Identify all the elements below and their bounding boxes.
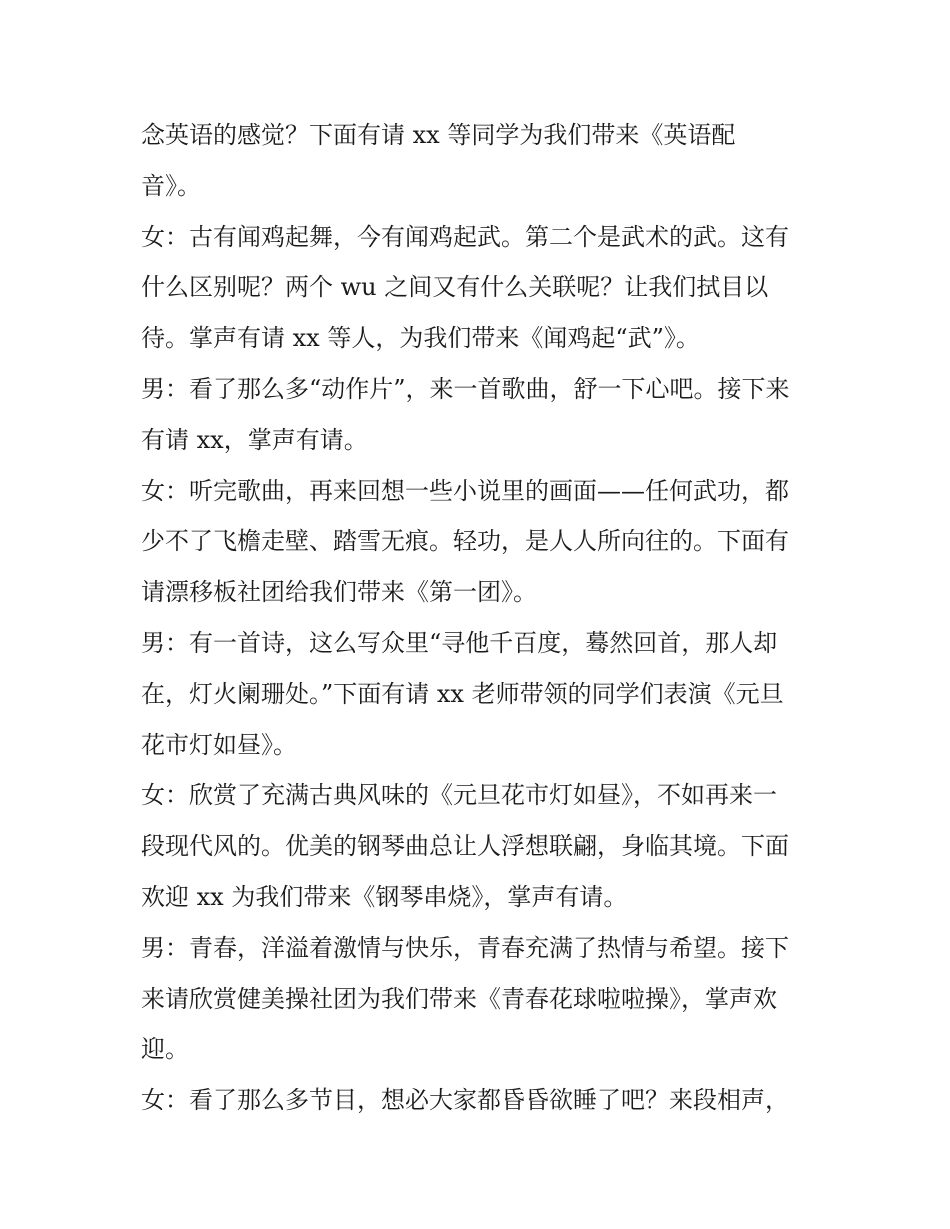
- text-line: 迎。: [141, 1035, 189, 1064]
- text-line: 请漂移板社团给我们带来《第一团》。: [141, 578, 537, 607]
- text-line: 女：欣赏了充满古典风味的《元旦花市灯如昼》，不如再来一: [141, 781, 777, 810]
- text-line: 男：有一首诗，这么写众里“寻他千百度，蓦然回首，那人却: [141, 628, 778, 657]
- text-line: 少不了飞檐走壁、踏雪无痕。轻功，是人人所向往的。下面有: [141, 527, 789, 556]
- text-line: 花市灯如昼》。: [141, 730, 297, 759]
- text-line: 段现代风的。优美的钢琴曲总让人浮想联翩，身临其境。下面: [141, 832, 789, 861]
- text-line: 女：古有闻鸡起舞，今有闻鸡起武。第二个是武术的武。这有: [141, 222, 789, 251]
- text-line: 来请欣赏健美操社团为我们带来《青春花球啦啦操》，掌声欢: [141, 984, 777, 1013]
- document-text: [141, 110, 821, 1126]
- text-line: 在，灯火阑珊处。”下面有请 xx 老师带领的同学们表演《元旦: [141, 679, 784, 708]
- text-line: 女：听完歌曲，再来回想一些小说里的画面——任何武功，都: [141, 476, 789, 505]
- text-line: 男：青春，洋溢着激情与快乐，青春充满了热情与希望。接下: [141, 933, 789, 962]
- text-line: 待。掌声有请 xx 等人，为我们带来《闻鸡起“武”》。: [141, 324, 700, 353]
- text-line: 念英语的感觉？下面有请 xx 等同学为我们带来《英语配: [141, 121, 736, 149]
- text-line: 欢迎 xx 为我们带来《钢琴串烧》，掌声有请。: [141, 882, 628, 911]
- text-line: 女：看了那么多节目，想必大家都昏昏欲睡了吧？来段相声，: [141, 1086, 789, 1115]
- text-line: 什么区别呢？两个 wu 之间又有什么关联呢？让我们拭目以: [141, 273, 769, 302]
- text-line: 男：看了那么多“动作片”，来一首歌曲，舒一下心吧。接下来: [141, 374, 790, 403]
- text-line: 音》。: [141, 171, 201, 200]
- text-line: 有请 xx，掌声有请。: [141, 425, 368, 454]
